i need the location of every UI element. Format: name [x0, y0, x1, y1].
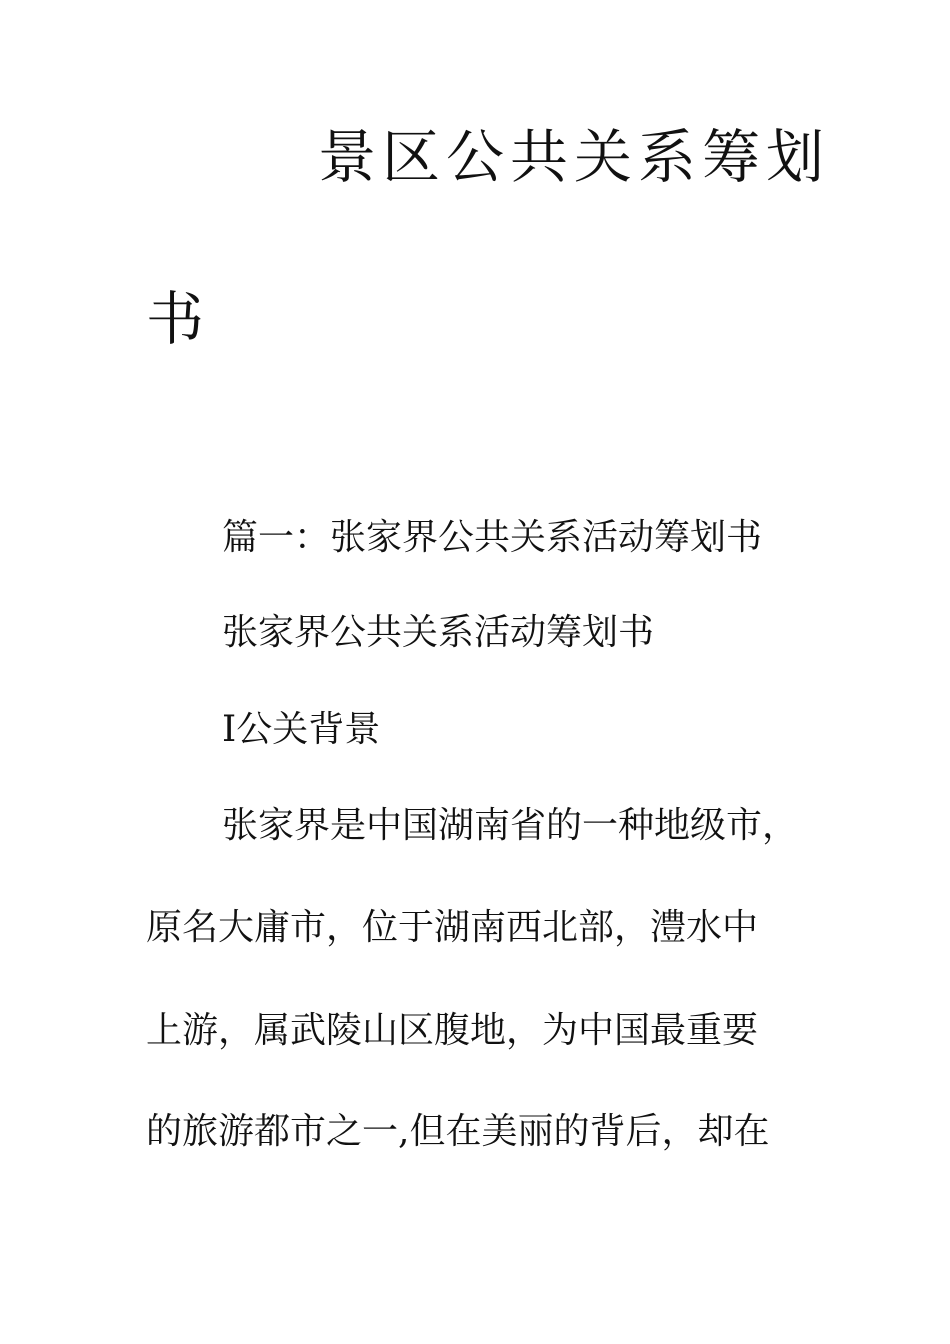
- sub-heading: 张家界公共关系活动筹划书: [222, 612, 655, 653]
- document-title-continuation: 书: [146, 285, 205, 353]
- paragraph-line: 原名大庸市，位于湖南西北部，澧水中: [146, 907, 759, 948]
- paragraph-line: 上游，属武陵山区腹地，为中国最重要: [146, 1010, 759, 1051]
- document-title: 景区公共关系筹划: [318, 123, 831, 191]
- part-heading: Ⅰ公关背景: [222, 709, 381, 750]
- paragraph-line: 张家界是中国湖南省的一种地级市，: [222, 805, 799, 846]
- paragraph-line: 的旅游都市之一,但在美丽的背后，却在: [146, 1111, 770, 1152]
- section-heading: 篇一：张家界公共关系活动筹划书: [222, 517, 763, 558]
